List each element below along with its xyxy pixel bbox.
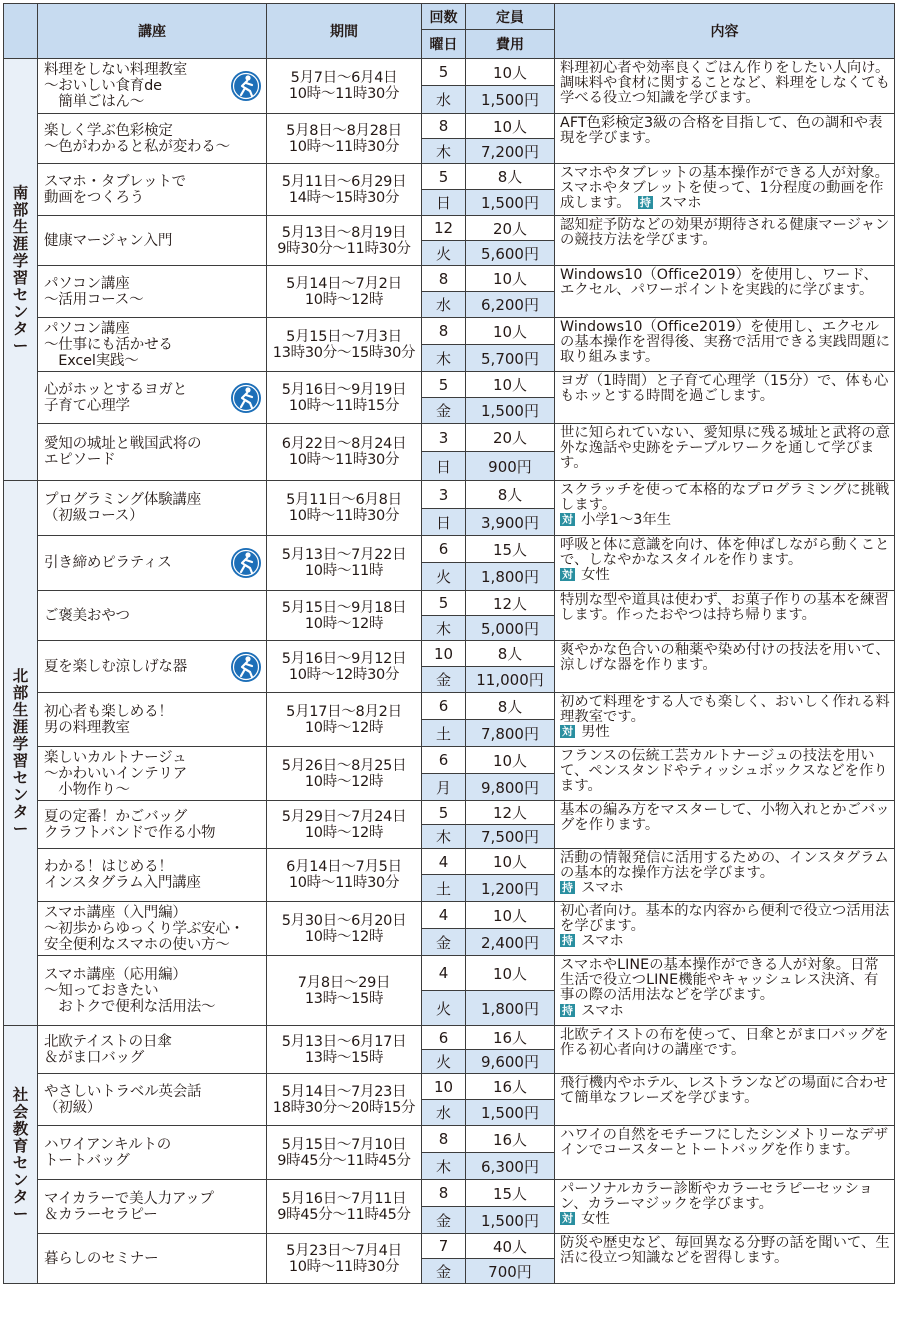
course-row bbox=[4, 849, 895, 875]
course-description-cell bbox=[555, 164, 895, 216]
course-period: 5月17日～8月2日 10時～12時 bbox=[267, 693, 422, 747]
note-text: 男性 bbox=[581, 724, 610, 741]
course-title: 北欧テイストの日傘 ＆がま口バッグ bbox=[44, 1033, 172, 1066]
course-capacity: 8人 bbox=[466, 164, 555, 190]
course-fee: 11,000円 bbox=[466, 667, 555, 693]
course-row bbox=[4, 372, 895, 398]
course-row bbox=[4, 1074, 895, 1100]
note-badge: 持 bbox=[639, 196, 651, 210]
course-row bbox=[4, 693, 895, 720]
note-badge: 持 bbox=[562, 1003, 574, 1017]
course-description-cell bbox=[555, 266, 895, 318]
header-course: 講座 bbox=[38, 4, 267, 59]
course-title-cell bbox=[38, 1026, 267, 1074]
course-weekday: 日 bbox=[422, 509, 466, 536]
course-row bbox=[4, 956, 895, 991]
header-fee: 費用 bbox=[466, 30, 555, 59]
course-description-cell bbox=[555, 849, 895, 902]
course-fee: 5,700円 bbox=[466, 345, 555, 372]
course-description-cell bbox=[555, 1180, 895, 1234]
course-capacity: 20人 bbox=[466, 424, 555, 452]
course-title: スマホ講座（入門編） ～初歩からゆっくり学ぶ安心・ 安全便利なスマホの使い方～ bbox=[44, 904, 245, 953]
course-period: 5月15日～9月18日 10時～12時 bbox=[267, 591, 422, 641]
course-fee: 5,600円 bbox=[466, 241, 555, 266]
course-title: 楽しく学ぶ色彩検定 ～色がわかると私が変わる～ bbox=[44, 122, 230, 155]
course-row bbox=[4, 216, 895, 241]
course-weekday: 金 bbox=[422, 398, 466, 424]
note-badge: 対 bbox=[562, 725, 574, 739]
note-badge: 対 bbox=[562, 568, 574, 582]
header-content: 内容 bbox=[555, 4, 895, 59]
course-count: 8 bbox=[422, 114, 466, 139]
course-capacity: 40人 bbox=[466, 1234, 555, 1259]
course-capacity: 20人 bbox=[466, 216, 555, 241]
course-count: 3 bbox=[422, 481, 466, 509]
course-title-cell bbox=[38, 266, 267, 318]
course-description: ヨガ（1時間）と子育て心理学（15分）で、体も心もホッとする時間を過ごします。 bbox=[560, 373, 889, 405]
section-name: 南部生涯学習センター bbox=[12, 183, 29, 355]
course-description-cell bbox=[555, 747, 895, 801]
course-title: プログラミング体験講座 （初級コース） bbox=[44, 492, 202, 524]
course-title-cell bbox=[38, 1180, 267, 1234]
course-title-cell bbox=[38, 164, 267, 216]
course-capacity: 15人 bbox=[466, 1180, 555, 1207]
course-count: 4 bbox=[422, 849, 466, 875]
note-text: 小学1～3年生 bbox=[581, 512, 672, 529]
course-description: 特別な型や道具は使わず、お菓子作りの基本を練習します。作ったおやつは持ち帰ります。 bbox=[560, 592, 889, 624]
course-description-cell bbox=[555, 318, 895, 372]
course-description: スマホやLINEの基本操作ができる人が対象。日常生活で役立つLINE機能やキャッシュレス決済、有事の際の活用法などを学びます。 bbox=[560, 957, 879, 1004]
course-title: 健康マージャン入門 bbox=[44, 232, 173, 249]
note-text: スマホ bbox=[658, 195, 702, 212]
course-period: 5月30日～6月20日 10時～12時 bbox=[267, 902, 422, 956]
course-title: パソコン講座 ～仕事にも活かせる Excel実践～ bbox=[44, 320, 173, 369]
course-title-cell bbox=[38, 59, 267, 114]
course-weekday: 火 bbox=[422, 991, 466, 1026]
course-title: やさしいトラベル英会話 （初級） bbox=[44, 1083, 202, 1116]
course-title-cell bbox=[38, 591, 267, 641]
course-row bbox=[4, 641, 895, 667]
course-count: 7 bbox=[422, 1234, 466, 1259]
section-label bbox=[4, 1026, 38, 1284]
course-weekday: 金 bbox=[422, 1207, 466, 1234]
course-fee: 9,800円 bbox=[466, 774, 555, 801]
course-weekday: 日 bbox=[422, 190, 466, 216]
course-fee: 6,300円 bbox=[466, 1153, 555, 1180]
course-count: 6 bbox=[422, 747, 466, 774]
course-title: わかる！はじめる！ インスタグラム入門講座 bbox=[44, 859, 201, 891]
course-capacity: 10人 bbox=[466, 318, 555, 345]
course-fee: 1,500円 bbox=[466, 398, 555, 424]
course-capacity: 12人 bbox=[466, 801, 555, 825]
course-row bbox=[4, 59, 895, 86]
course-description: 飛行機内やホテル、レストランなどの場面に合わせて簡単なフレーズを学びます。 bbox=[560, 1075, 888, 1107]
course-description: 初めて料理をする人でも楽しく、おいしく作れる料理教室です。 bbox=[560, 694, 890, 726]
course-description: Windows10（Office2019）を使用し、エクセルの基本操作を習得後、実務で活用できる実践問題に取り組みます。 bbox=[560, 319, 890, 366]
course-description-cell bbox=[555, 59, 895, 114]
course-fee: 1,800円 bbox=[466, 991, 555, 1026]
course-weekday: 木 bbox=[422, 345, 466, 372]
course-period: 5月16日～9月19日 10時～11時15分 bbox=[267, 372, 422, 424]
course-description-cell bbox=[555, 1126, 895, 1180]
header-corner bbox=[4, 4, 38, 59]
course-count: 6 bbox=[422, 693, 466, 720]
course-description-cell bbox=[555, 424, 895, 481]
course-table-body bbox=[4, 59, 895, 1284]
course-fee: 1,500円 bbox=[466, 1207, 555, 1234]
course-period: 5月15日～7月3日 13時30分～15時30分 bbox=[267, 318, 422, 372]
course-row bbox=[4, 591, 895, 616]
course-fee: 700円 bbox=[466, 1259, 555, 1284]
course-count: 3 bbox=[422, 424, 466, 452]
course-title: マイカラーで美人力アップ ＆カラーセラピー bbox=[44, 1190, 214, 1223]
course-description: 料理初心者や効率良くごはん作りをしたい人向け。調味料や食材に関することなど、料理をしなくても学べる役立つ知識を学びます。 bbox=[560, 60, 890, 107]
course-description: 爽やかな色合いの釉薬や染め付けの技法を用いて、涼しげな器を作ります。 bbox=[560, 642, 890, 674]
course-title-cell bbox=[38, 849, 267, 902]
course-capacity: 16人 bbox=[466, 1026, 555, 1050]
course-weekday: 土 bbox=[422, 875, 466, 902]
course-title: 料理をしない料理教室 ～おいしい食育de 簡単ごはん～ bbox=[44, 62, 187, 110]
health-activity-icon bbox=[230, 547, 262, 579]
course-weekday: 水 bbox=[422, 292, 466, 318]
course-row bbox=[4, 114, 895, 139]
course-weekday: 金 bbox=[422, 1259, 466, 1284]
course-description-cell bbox=[555, 1074, 895, 1126]
course-weekday: 火 bbox=[422, 563, 466, 591]
course-count: 8 bbox=[422, 1180, 466, 1207]
course-capacity: 8人 bbox=[466, 641, 555, 667]
course-capacity: 10人 bbox=[466, 372, 555, 398]
course-row bbox=[4, 1026, 895, 1050]
course-row bbox=[4, 1126, 895, 1153]
course-period: 5月8日～8月28日 10時～11時30分 bbox=[267, 114, 422, 164]
course-fee: 1,800円 bbox=[466, 563, 555, 591]
health-activity-icon bbox=[230, 70, 262, 102]
course-capacity: 15人 bbox=[466, 536, 555, 563]
course-description-cell bbox=[555, 956, 895, 1026]
course-title: 引き締めピラティス bbox=[44, 555, 172, 571]
course-count: 6 bbox=[422, 1026, 466, 1050]
course-row bbox=[4, 266, 895, 292]
course-description-cell bbox=[555, 641, 895, 693]
course-period: 5月13日～7月22日 10時～11時 bbox=[267, 536, 422, 591]
course-fee: 7,200円 bbox=[466, 139, 555, 164]
course-title: パソコン講座 ～活用コース～ bbox=[44, 275, 144, 308]
section-name: 北部生涯学習センター bbox=[12, 667, 29, 838]
course-count: 5 bbox=[422, 372, 466, 398]
course-description: 初心者向け。基本的な内容から便利で役立つ活用法を学びます。 bbox=[560, 903, 890, 935]
course-title: スマホ講座（応用編） ～知っておきたい おトクで便利な活用法～ bbox=[44, 966, 216, 1015]
course-title-cell bbox=[38, 956, 267, 1026]
header-capacity: 定員 bbox=[466, 4, 555, 30]
course-row bbox=[4, 801, 895, 825]
health-activity-icon bbox=[230, 382, 262, 414]
course-title-cell bbox=[38, 747, 267, 801]
course-description: 呼吸と体に意識を向け、体を伸ばしながら動くことで、しなやかなスタイルを作ります。 bbox=[560, 537, 890, 569]
course-count: 12 bbox=[422, 216, 466, 241]
note-text: スマホ bbox=[581, 1002, 624, 1019]
health-activity-icon bbox=[230, 651, 262, 683]
course-description: 認知症予防などの効果が期待される健康マージャンの競技方法を学びます。 bbox=[560, 217, 890, 249]
course-row bbox=[4, 902, 895, 929]
course-capacity: 10人 bbox=[466, 849, 555, 875]
note-text: 女性 bbox=[581, 1211, 610, 1228]
course-capacity: 8人 bbox=[466, 481, 555, 509]
course-title: 初心者も楽しめる！ 男の料理教室 bbox=[44, 703, 173, 736]
course-title-cell bbox=[38, 641, 267, 693]
course-capacity: 10人 bbox=[466, 747, 555, 774]
course-description: スクラッチを使って本格的なプログラミングに挑戦します。 bbox=[560, 482, 890, 514]
section-label bbox=[4, 481, 38, 1026]
course-period: 5月13日～6月17日 13時～15時 bbox=[267, 1026, 422, 1074]
course-title-cell bbox=[38, 372, 267, 424]
section-name: 社会教育センター bbox=[12, 1085, 29, 1223]
course-weekday: 水 bbox=[422, 1100, 466, 1126]
course-capacity: 8人 bbox=[466, 693, 555, 720]
course-title: 夏を楽しむ涼しげな器 bbox=[44, 658, 187, 675]
course-title-cell bbox=[38, 318, 267, 372]
course-description-cell bbox=[555, 801, 895, 849]
course-title-cell bbox=[38, 1234, 267, 1284]
course-weekday: 金 bbox=[422, 667, 466, 693]
course-title-cell bbox=[38, 1074, 267, 1126]
note-text: 女性 bbox=[581, 567, 610, 584]
course-period: 7月8日～29日 13時～15時 bbox=[267, 956, 422, 1026]
course-period: 5月16日～9月12日 10時～12時30分 bbox=[267, 641, 422, 693]
course-period: 6月22日～8月24日 10時～11時30分 bbox=[267, 424, 422, 481]
course-description-cell bbox=[555, 536, 895, 591]
course-description: スマホやタブレットの基本操作ができる人が対象。スマホやタブレットを使って、1分程度の動画を作成します。 bbox=[560, 165, 889, 212]
course-period: 5月16日～7月11日 9時45分～11時45分 bbox=[267, 1180, 422, 1234]
course-period: 5月29日～7月24日 10時～12時 bbox=[267, 801, 422, 849]
course-count: 8 bbox=[422, 266, 466, 292]
course-fee: 1,200円 bbox=[466, 875, 555, 902]
course-title: 心がホッとするヨガと 子育て心理学 bbox=[44, 381, 187, 414]
course-fee: 900円 bbox=[466, 452, 555, 481]
course-period: 5月13日～8月19日 9時30分～11時30分 bbox=[267, 216, 422, 266]
course-count: 5 bbox=[422, 801, 466, 825]
course-weekday: 木 bbox=[422, 1153, 466, 1180]
course-title-cell bbox=[38, 536, 267, 591]
course-fee: 1,500円 bbox=[466, 1100, 555, 1126]
course-capacity: 10人 bbox=[466, 114, 555, 139]
course-title: ハワイアンキルトの トートバッグ bbox=[44, 1136, 172, 1169]
course-count: 8 bbox=[422, 1126, 466, 1153]
course-description: 基本の編み方をマスターして、小物入れとかごバッグを作ります。 bbox=[560, 802, 890, 834]
course-period: 5月15日～7月10日 9時45分～11時45分 bbox=[267, 1126, 422, 1180]
course-period: 5月14日～7月23日 18時30分～20時15分 bbox=[267, 1074, 422, 1126]
course-count: 6 bbox=[422, 536, 466, 563]
course-fee: 3,900円 bbox=[466, 509, 555, 536]
course-weekday: 木 bbox=[422, 825, 466, 849]
course-description-cell bbox=[555, 114, 895, 164]
course-fee: 5,000円 bbox=[466, 616, 555, 641]
header-weekday: 曜日 bbox=[422, 30, 466, 59]
course-fee: 7,500円 bbox=[466, 825, 555, 849]
course-description: AFT色彩検定3級の合格を目指して、色の調和や表現を学びます。 bbox=[560, 115, 883, 147]
course-title-cell bbox=[38, 481, 267, 536]
course-weekday: 日 bbox=[422, 452, 466, 481]
course-weekday: 金 bbox=[422, 929, 466, 956]
course-count: 5 bbox=[422, 164, 466, 190]
course-row bbox=[4, 481, 895, 509]
course-title: 夏の定番！かごバッグ クラフトバンドで作る小物 bbox=[44, 808, 216, 841]
note-text: スマホ bbox=[581, 880, 624, 897]
course-capacity: 10人 bbox=[466, 266, 555, 292]
course-weekday: 土 bbox=[422, 720, 466, 747]
note-badge: 持 bbox=[562, 934, 574, 948]
course-description: Windows10（Office2019）を使用し、ワード、エクセル、パワーポイントを実践的に学びます。 bbox=[560, 267, 878, 299]
note-badge: 対 bbox=[562, 513, 574, 527]
course-period: 5月26日～8月25日 10時～12時 bbox=[267, 747, 422, 801]
course-row bbox=[4, 1180, 895, 1207]
course-count: 8 bbox=[422, 318, 466, 345]
course-capacity: 16人 bbox=[466, 1074, 555, 1100]
course-title-cell bbox=[38, 693, 267, 747]
course-weekday: 水 bbox=[422, 86, 466, 114]
course-fee: 6,200円 bbox=[466, 292, 555, 318]
course-capacity: 10人 bbox=[466, 956, 555, 991]
course-title: 楽しいカルトナージュ ～かわいいインテリア 小物作り～ bbox=[44, 749, 187, 798]
course-row bbox=[4, 424, 895, 452]
course-title: スマホ・タブレットで 動画をつくろう bbox=[44, 173, 186, 206]
course-title-cell bbox=[38, 1126, 267, 1180]
course-capacity: 12人 bbox=[466, 591, 555, 616]
course-weekday: 火 bbox=[422, 241, 466, 266]
course-table bbox=[3, 3, 895, 1284]
note-badge: 対 bbox=[562, 1212, 574, 1226]
course-description: 北欧テイストの布を使って、日傘とがま口バッグを作る初心者向けの講座です。 bbox=[560, 1027, 889, 1059]
course-description-cell bbox=[555, 481, 895, 536]
course-title-cell bbox=[38, 114, 267, 164]
course-period: 5月14日～7月2日 10時～12時 bbox=[267, 266, 422, 318]
course-description-cell bbox=[555, 591, 895, 641]
course-description-cell bbox=[555, 693, 895, 747]
course-description: 活動の情報発信に活用するための、インスタグラムの基本的な操作方法を学びます。 bbox=[560, 850, 889, 882]
course-weekday: 木 bbox=[422, 139, 466, 164]
course-title: 愛知の城址と戦国武将の エピソード bbox=[44, 436, 202, 468]
course-row bbox=[4, 747, 895, 774]
course-period: 5月7日～6月4日 10時～11時30分 bbox=[267, 59, 422, 114]
course-description-cell bbox=[555, 372, 895, 424]
course-description: パーソナルカラー診断やカラーセラピーセッション、カラーマジックを学びます。 bbox=[560, 1181, 873, 1213]
note-text: スマホ bbox=[581, 933, 624, 950]
course-count: 5 bbox=[422, 591, 466, 616]
course-capacity: 10人 bbox=[466, 59, 555, 86]
course-weekday: 火 bbox=[422, 1050, 466, 1074]
course-description: フランスの伝統工芸カルトナージュの技法を用いて、ペンスタンドやティッシュボックスなどを作ります。 bbox=[560, 748, 888, 795]
course-count: 10 bbox=[422, 1074, 466, 1100]
course-count: 4 bbox=[422, 956, 466, 991]
course-description: 防災や歴史など、毎回異なる分野の話を聞いて、生活に役立つ知識などを習得します。 bbox=[560, 1235, 890, 1267]
course-table-wrapper bbox=[3, 3, 894, 1330]
course-description: ハワイの自然をモチーフにしたシンメトリーなデザインでコースターとトートバッグを作ります。 bbox=[560, 1127, 889, 1159]
course-title-cell bbox=[38, 216, 267, 266]
course-title-cell bbox=[38, 902, 267, 956]
course-description-cell bbox=[555, 216, 895, 266]
course-title-cell bbox=[38, 424, 267, 481]
course-capacity: 10人 bbox=[466, 902, 555, 929]
course-count: 5 bbox=[422, 59, 466, 86]
section-label bbox=[4, 59, 38, 481]
course-fee: 1,500円 bbox=[466, 190, 555, 216]
course-period: 5月11日～6月8日 10時～11時30分 bbox=[267, 481, 422, 536]
course-fee: 9,600円 bbox=[466, 1050, 555, 1074]
course-period: 5月23日～7月4日 10時～11時30分 bbox=[267, 1234, 422, 1284]
course-description-cell bbox=[555, 1234, 895, 1284]
course-title: ご褒美おやつ bbox=[44, 607, 130, 624]
course-weekday: 月 bbox=[422, 774, 466, 801]
note-badge: 持 bbox=[562, 881, 574, 895]
course-period: 5月11日～6月29日 14時～15時30分 bbox=[267, 164, 422, 216]
course-weekday: 木 bbox=[422, 616, 466, 641]
course-fee: 2,400円 bbox=[466, 929, 555, 956]
course-count: 10 bbox=[422, 641, 466, 667]
course-row bbox=[4, 318, 895, 345]
course-title-cell bbox=[38, 801, 267, 849]
course-description: 世に知られていない、愛知県に残る城址と武将の意外な逸話や史跡をテーブルワークを通して学びます。 bbox=[560, 425, 890, 472]
course-row bbox=[4, 164, 895, 190]
course-fee: 1,500円 bbox=[466, 86, 555, 114]
course-description-cell bbox=[555, 902, 895, 956]
course-period: 6月14日～7月5日 10時～11時30分 bbox=[267, 849, 422, 902]
header-period: 期間 bbox=[267, 4, 422, 59]
course-fee: 7,800円 bbox=[466, 720, 555, 747]
course-row bbox=[4, 536, 895, 563]
course-capacity: 16人 bbox=[466, 1126, 555, 1153]
course-count: 4 bbox=[422, 902, 466, 929]
header-count: 回数 bbox=[422, 4, 466, 30]
course-description-cell bbox=[555, 1026, 895, 1074]
course-title: 暮らしのセミナー bbox=[44, 1250, 159, 1267]
course-row bbox=[4, 1234, 895, 1259]
